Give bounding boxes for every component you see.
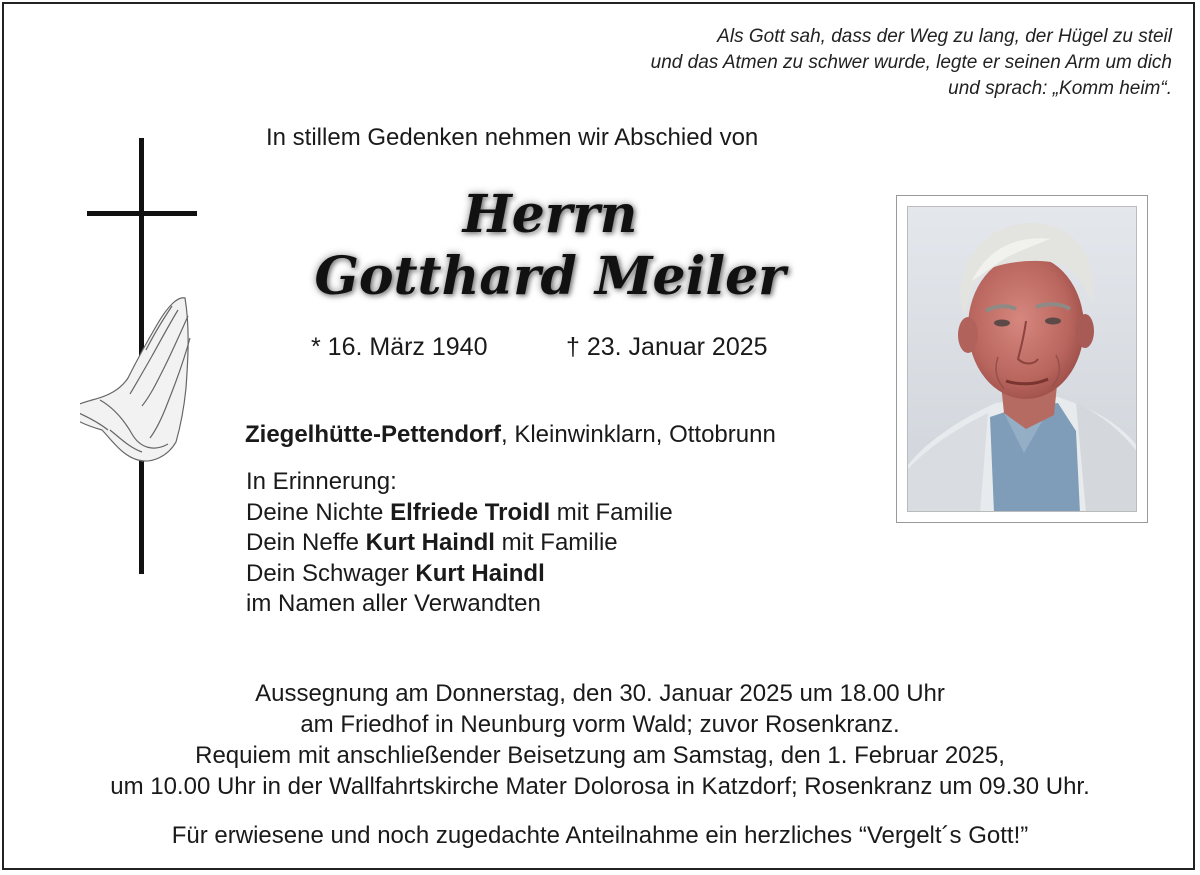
deceased-name: Gotthard Meiler <box>314 246 786 307</box>
mourner-line <box>246 528 673 559</box>
mourners-list <box>246 467 673 620</box>
service-line: Requiem mit anschließender Beisetzung am Samstag, den 1. Februar 2025, <box>195 742 1005 769</box>
service-line: um 10.00 Uhr in der Wallfahrtskirche Mater Dolorosa in Katzdorf; Rosenkranz um 09.30 Uhr. <box>110 773 1090 800</box>
mourner-name: Elfriede Troidl <box>390 498 551 526</box>
service-info <box>0 678 1200 802</box>
birth-date: * 16. März 1940 <box>311 333 488 361</box>
quote-line: Als Gott sah, dass der Weg zu lang, der Hügel zu steil <box>717 26 1172 47</box>
salutation: Herrn <box>462 184 638 245</box>
places-line <box>245 421 776 449</box>
service-line: Aussegnung am Donnerstag, den 30. Januar 2025 um 18.00 Uhr <box>255 680 945 707</box>
praying-hands-icon <box>80 298 190 461</box>
mourner-name: Kurt Haindl <box>415 559 545 587</box>
mourner-relation: Dein Schwager <box>246 559 416 587</box>
mourner-suffix: mit Familie <box>494 529 618 556</box>
portrait-photo <box>907 206 1137 512</box>
mourner-line <box>246 498 673 529</box>
mourners-heading: In Erinnerung: <box>246 468 397 495</box>
primary-place: Ziegelhütte-Pettendorf <box>245 421 501 448</box>
intro-text: In stillem Gedenken nehmen wir Abschied von <box>266 124 759 151</box>
service-line: am Friedhof in Neunburg vorm Wald; zuvor Rosenkranz. <box>300 711 900 738</box>
mourner-line <box>246 559 673 590</box>
portrait-frame <box>896 195 1148 523</box>
memorial-quote <box>651 24 1172 102</box>
cross-with-praying-hands-icon <box>80 138 200 583</box>
death-date: † 23. Januar 2025 <box>566 333 768 361</box>
other-places: , Kleinwinklarn, Ottobrunn <box>501 421 776 448</box>
mourner-relation: Dein Neffe <box>246 529 366 556</box>
quote-line: und das Atmen zu schwer wurde, legte er seinen Arm um dich <box>650 52 1172 73</box>
quote-line: und sprach: „Komm heim“. <box>948 78 1172 99</box>
mourner-suffix: mit Familie <box>550 498 673 526</box>
mourner-name: Kurt Haindl <box>365 529 495 556</box>
mourner-line: im Namen aller Verwandten <box>246 590 541 617</box>
mourner-relation: Deine Nichte <box>246 498 391 526</box>
thanks-line: Für erwiesene und noch zugedachte Anteilnahme ein herzliches “Vergelt´s Gott!” <box>171 822 1029 849</box>
